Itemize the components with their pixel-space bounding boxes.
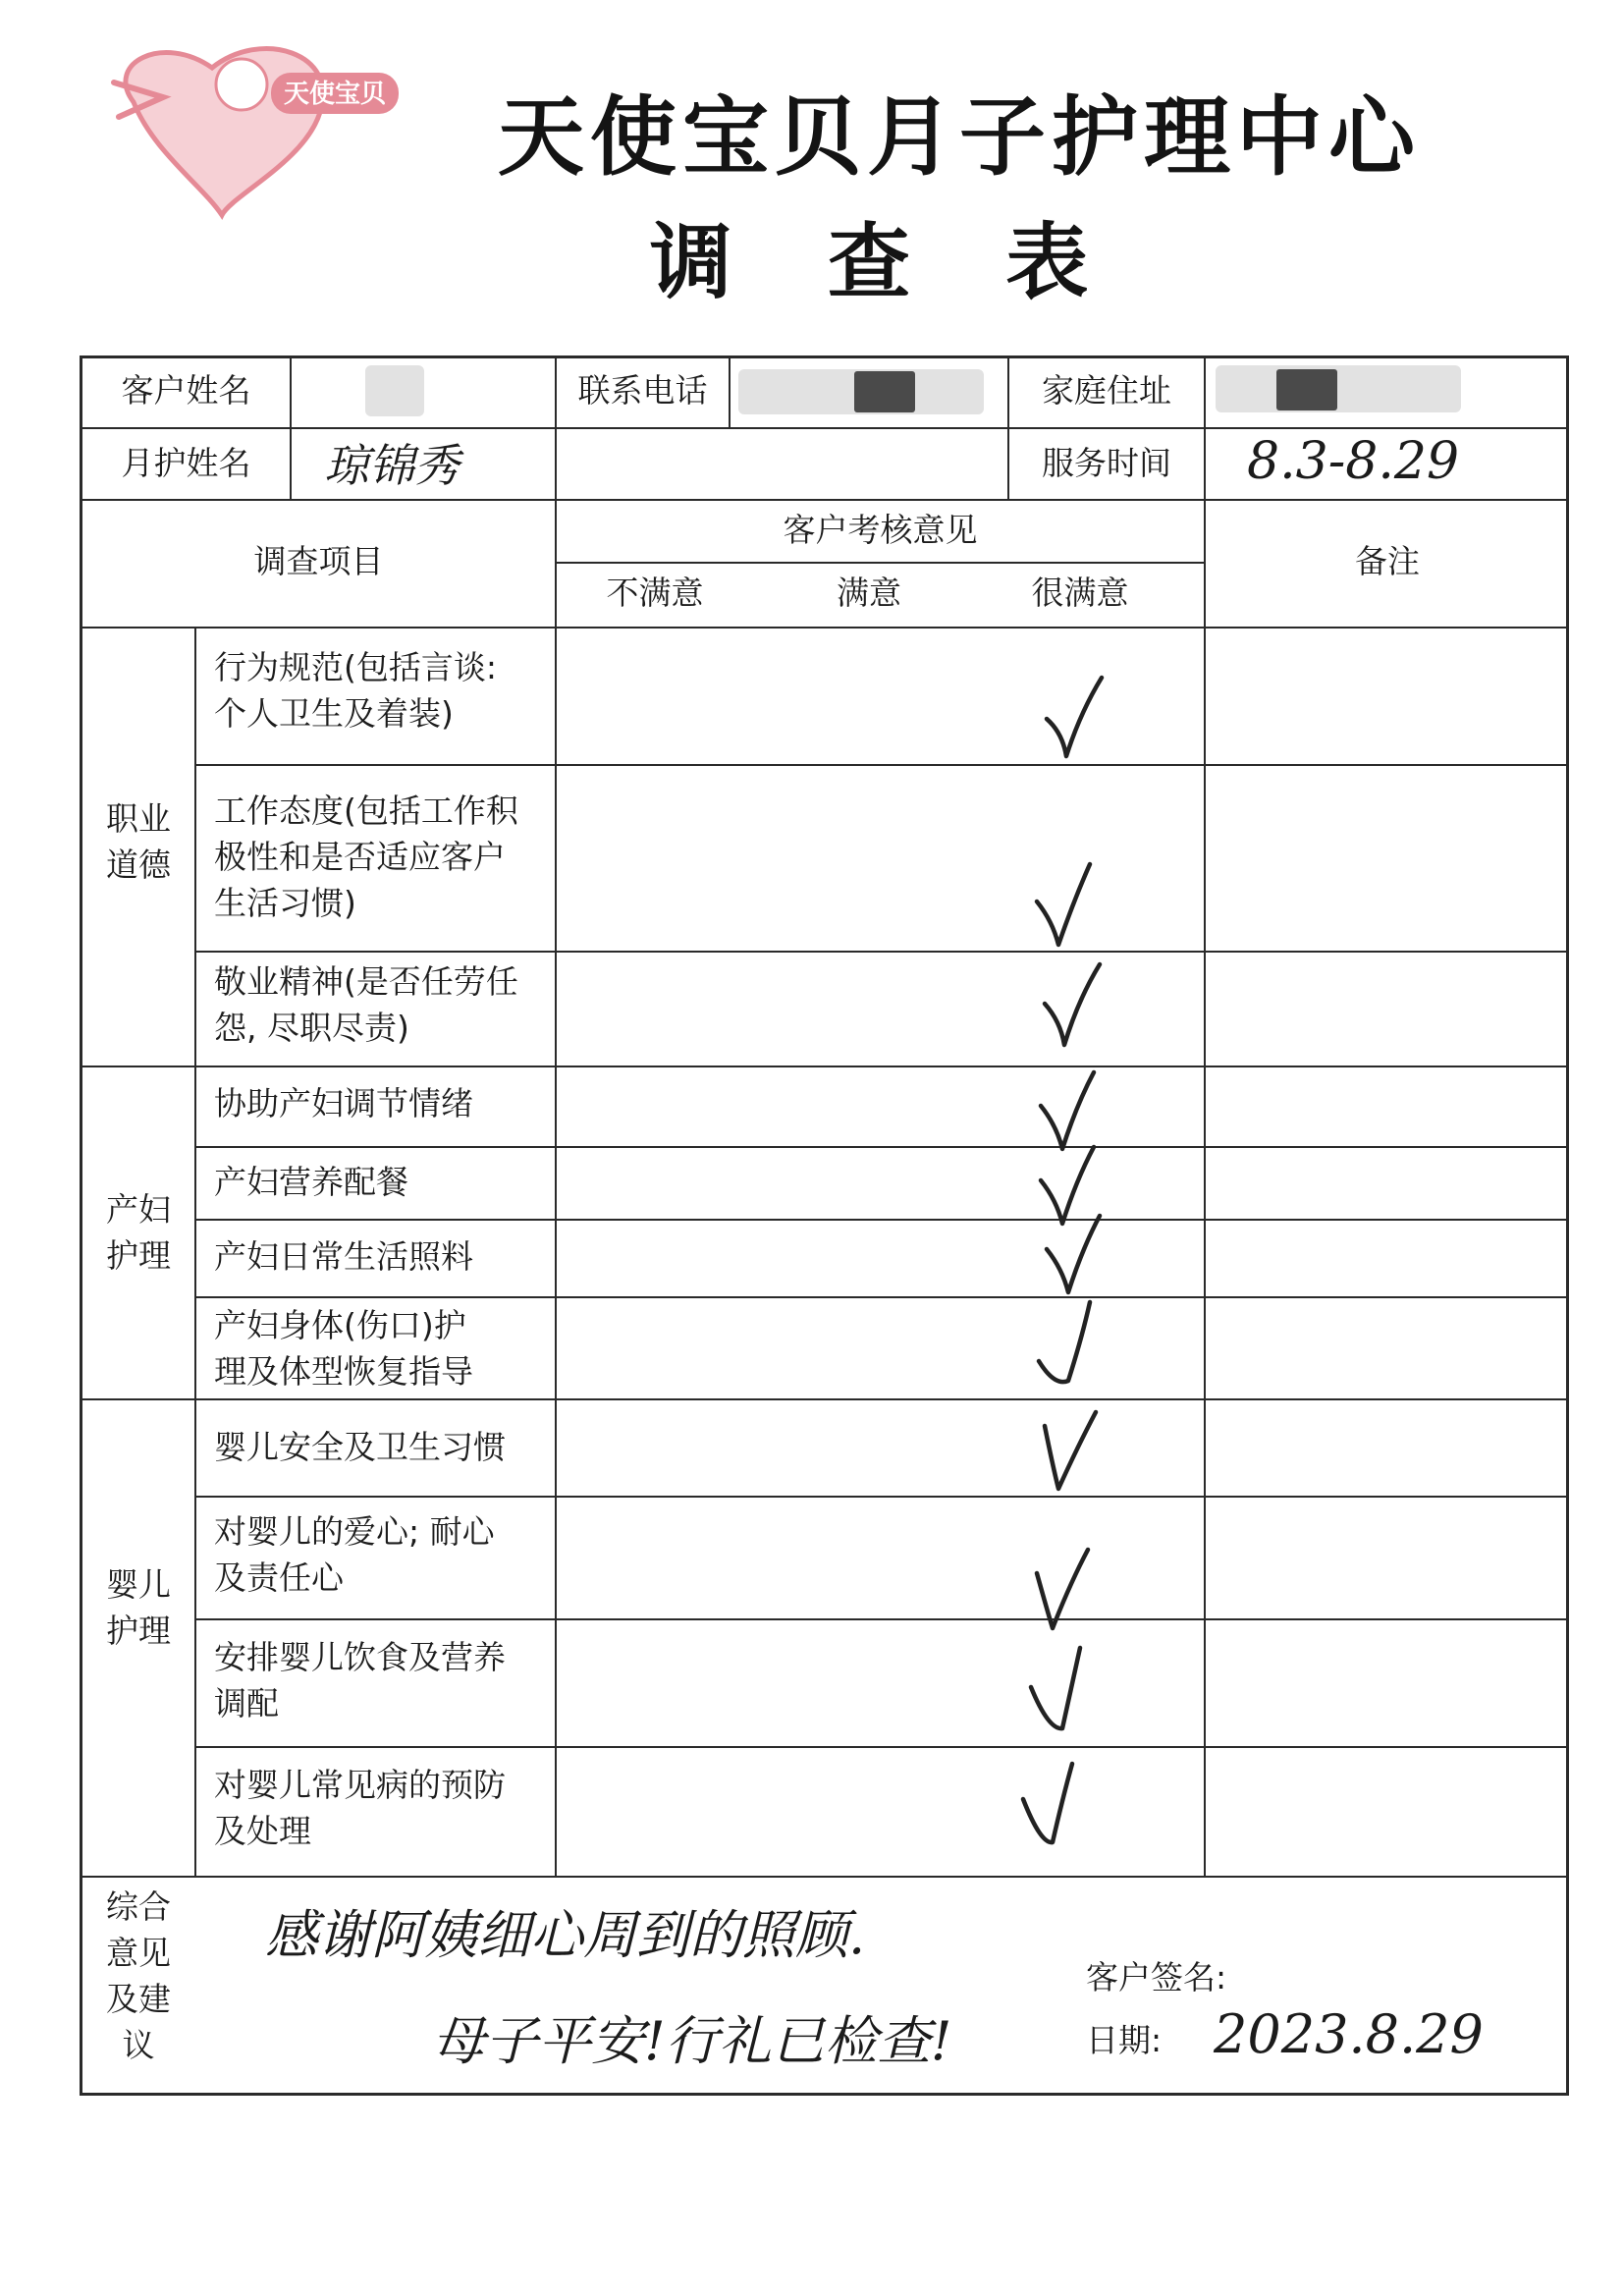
item-baby-safety: 婴儿安全及卫生习惯 xyxy=(214,1428,506,1466)
signature-label: 客户签名: xyxy=(1086,1958,1227,1996)
service-time-label: 服务时间 xyxy=(1042,444,1171,482)
item-behavior: 行为规范(包括言谈: 个人卫生及着装) xyxy=(214,648,497,733)
checkmark-icon xyxy=(1033,1298,1102,1387)
nurse-name-value: 琼锦秀 xyxy=(324,439,460,492)
checkmark-icon xyxy=(1031,860,1100,949)
satisfied-header: 满意 xyxy=(837,574,901,612)
survey-items-header: 调查项目 xyxy=(253,542,384,580)
item-recovery: 产妇身体(伤口)护 理及体型恢复指导 xyxy=(214,1306,473,1391)
category-baby-care: 婴儿 护理 xyxy=(106,1565,171,1650)
item-baby-love: 对婴儿的爱心; 耐心 及责任心 xyxy=(214,1512,495,1597)
summary-label: 综合 意见 及建 议 xyxy=(106,1887,171,2064)
nurse-name-label: 月护姓名 xyxy=(121,444,251,482)
item-daily-care: 产妇日常生活照料 xyxy=(214,1237,473,1276)
date-label: 日期: xyxy=(1086,2021,1163,2059)
redacted-phone-block xyxy=(854,371,915,412)
category-mother-care: 产妇 护理 xyxy=(106,1190,171,1275)
redacted-address-block xyxy=(1276,369,1337,410)
remarks-header: 备注 xyxy=(1355,542,1420,580)
customer-opinion-header: 客户考核意见 xyxy=(783,511,978,549)
checkmark-icon xyxy=(1041,1210,1110,1298)
item-dedication: 敬业精神(是否任劳任 怨, 尽职尽责) xyxy=(214,962,518,1047)
checkmark-icon xyxy=(1017,1760,1086,1848)
redacted-name xyxy=(365,365,424,416)
item-attitude: 工作态度(包括工作积 极性和是否适应客户 生活习惯) xyxy=(214,792,518,922)
item-baby-feeding: 安排婴儿饮食及营养 调配 xyxy=(214,1638,506,1722)
unsatisfied-header: 不满意 xyxy=(606,574,704,612)
service-time-value: 8.3-8.29 xyxy=(1247,432,1460,491)
page-title: 天使宝贝月子护理中心 xyxy=(497,86,1421,188)
checkmark-icon xyxy=(1039,960,1108,1049)
logo-text: 天使宝贝 xyxy=(283,80,387,109)
summary-comment-line2: 母子平安!行礼已检查! xyxy=(432,2010,952,2072)
item-nutrition: 产妇营养配餐 xyxy=(214,1163,408,1201)
checkmark-icon xyxy=(1037,1406,1106,1495)
very-satisfied-header: 很满意 xyxy=(1031,574,1129,612)
page-subtitle: 调 查 表 xyxy=(649,214,1122,310)
date-value: 2023.8.29 xyxy=(1214,2003,1484,2065)
phone-label: 联系电话 xyxy=(577,371,708,410)
checkmark-icon xyxy=(1041,674,1110,762)
item-baby-illness: 对婴儿常见病的预防 及处理 xyxy=(214,1766,506,1850)
checkmark-icon xyxy=(1025,1644,1094,1732)
checkmark-icon xyxy=(1029,1544,1098,1632)
category-ethics: 职业 道德 xyxy=(106,799,171,884)
item-mood: 协助产妇调节情绪 xyxy=(214,1084,473,1122)
redacted-address xyxy=(1216,365,1461,412)
address-label: 家庭住址 xyxy=(1042,371,1171,410)
summary-comment-line1: 感谢阿姨细心周到的照顾. xyxy=(265,1904,866,1966)
customer-name-label: 客户姓名 xyxy=(121,371,251,410)
